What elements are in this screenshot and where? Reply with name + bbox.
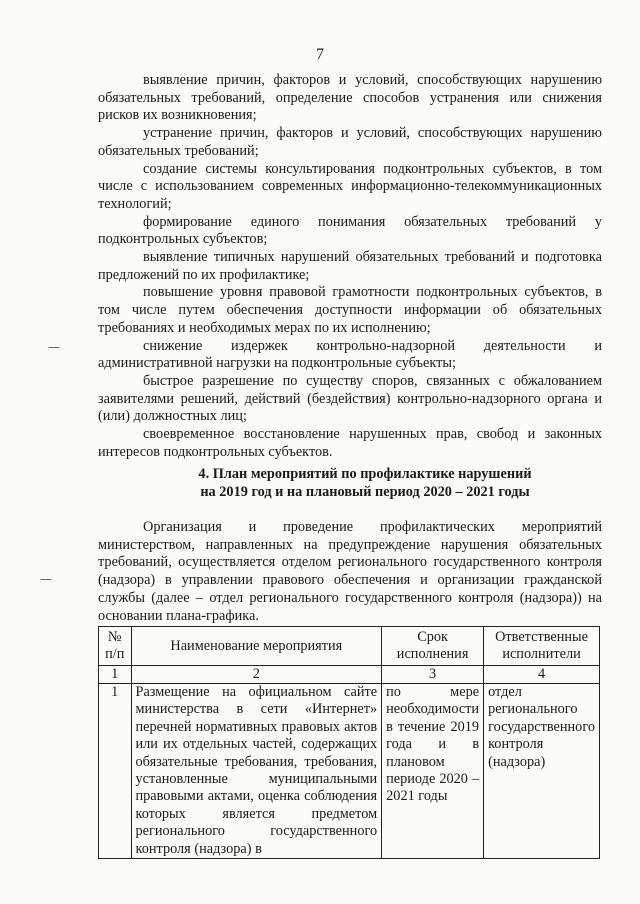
goal-paragraph: быстрое разрешение по существу споров, связанных с обжалованием заявителями решений, действий (бездействия) контрольно-надзорного органа и (или) должностных лиц; (98, 372, 602, 425)
goal-paragraph: формирование единого понимания обязательных требований у подконтрольных субъектов; (98, 213, 602, 248)
header-responsible: Ответственные исполнители (484, 627, 600, 666)
section-heading (98, 466, 602, 501)
header-num: № п/п (99, 627, 132, 666)
row-responsible: отдел регионального государственного контроля (надзора) (484, 684, 600, 859)
intro-paragraph: Организация и проведение профилактических мероприятий министерством, направленных на предупреждение нарушения обязательных требований, осуществляется отделом регионального государственного контроля (надзора) в управлении правового обеспечения и организации гражданской службы (далее – отдел регионального государственного контроля (надзора)) на основании плана-графика. (98, 519, 602, 624)
goal-paragraph: повышение уровня правовой грамотности подконтрольных субъектов, в том числе путем обеспечения доступности информации об обязательных требованиях и необходимых мерах по их исполнению; (98, 284, 602, 336)
column-number: 3 (382, 666, 484, 684)
header-name: Наименование мероприятия (131, 627, 382, 666)
header-term: Срок исполнения (382, 627, 484, 666)
scan-mark: — (48, 340, 60, 354)
row-num: 1 (99, 684, 132, 859)
section-heading-line1: 4. План мероприятий по профилактике нарушений (198, 466, 532, 482)
goals-list (98, 72, 602, 461)
column-number: 1 (99, 666, 132, 684)
page-number: 7 (316, 46, 324, 63)
goal-paragraph: своевременное восстановление нарушенных прав, свобод и законных интересов подконтрольных субъектов. (98, 426, 602, 460)
column-number: 4 (484, 666, 600, 684)
column-number-row (99, 666, 600, 684)
scan-mark: — (40, 572, 52, 586)
goal-paragraph: создание системы консультирования подконтрольных субъектов, в том числе с использованием современных информационно-телекоммуникационных технологий; (98, 160, 602, 212)
row-activity: Размещение на официальном сайте министерства в сети «Интернет» перечней нормативных правовых актов или их отдельных частей, содержащих обязательные требования, требования, установленные муниципальными правовыми актами, оценка соблюдения которых является предметом регионального государственного контроля (надзора) в (131, 684, 382, 859)
goal-paragraph: выявление причин, факторов и условий, способствующих нарушению обязательных требований, определение способов устранения или снижения рисков их возникновения; (98, 72, 602, 124)
goal-paragraph: устранение причин, факторов и условий, способствующих нарушению обязательных требований; (98, 125, 602, 159)
goal-paragraph: снижение издержек контрольно-надзорной деятельности и административной нагрузки на подконтрольные субъекты; (98, 337, 602, 372)
goal-paragraph: выявление типичных нарушений обязательных требований и подготовка предложений по их профилактике; (98, 249, 602, 283)
section-heading-line2: на 2019 год и на плановый период 2020 – 2021 годы (200, 483, 530, 500)
table-header-row (99, 627, 600, 666)
section-intro (98, 519, 602, 625)
table-row (99, 684, 600, 859)
row-term: по мере необходимости в течение 2019 года и в плановом периоде 2020 – 2021 годы (382, 684, 484, 859)
activities-table (98, 626, 600, 859)
column-number: 2 (131, 666, 382, 684)
